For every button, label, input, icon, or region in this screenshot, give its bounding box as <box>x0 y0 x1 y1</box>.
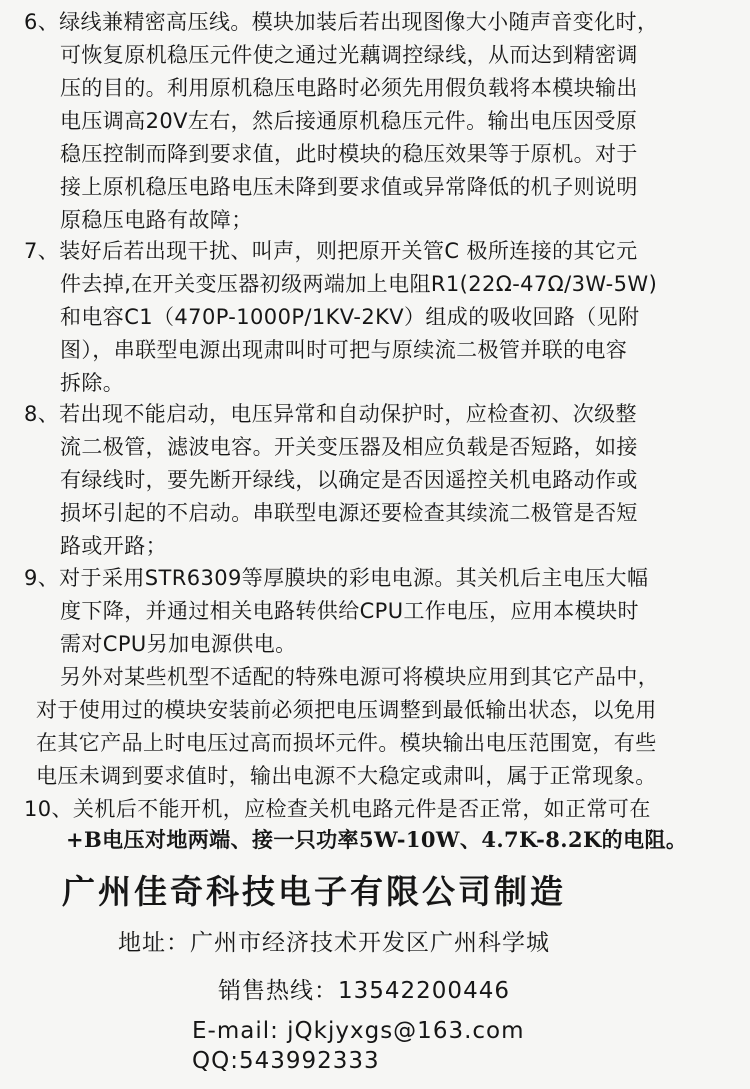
item8-line4: 损坏引起的不启动。串联型电源还要检查其续流二极管是否短 <box>60 501 638 525</box>
item9-line1: 9、对于采用STR6309等厚膜块的彩电电源。其关机后主电压大幅 <box>24 566 649 590</box>
item7-line4: 图），串联型电源出现肃叫时可把与原续流二极管并联的电容 <box>60 338 628 362</box>
note-line2: 对于使用过的模块安装前必须把电压调整到最低输出状态，以免用 <box>36 698 657 722</box>
item7-line2: 件去掉,在开关变压器初级两端加上电阻R1(22Ω-47Ω/3W-5W) <box>60 272 658 296</box>
item6-line5: 稳压控制而降到要求值，此时模块的稳压效果等于原机。对于 <box>60 142 638 166</box>
sales-hotline: 销售热线：13542200446 <box>218 978 510 1004</box>
item6-line6: 接上原机稳压电路电压未降到要求值或异常降低的机子则说明 <box>60 175 638 199</box>
item10-line1: 10、关机后不能开机，应检查关机电路元件是否正常，如正常可在 <box>24 797 651 821</box>
item8-line1: 8、若出现不能启动，电压异常和自动保护时，应检查初、次级整 <box>24 402 637 426</box>
item7-line3: 和电容C1（470P-1000P/1KV-2KV）组成的吸收回路（见附 <box>60 305 640 329</box>
contact-email: E-mail: jQkjyxgs@163.com <box>192 1018 525 1044</box>
item9-line2: 度下降，并通过相关电路转供给CPU工作电压，应用本模块时 <box>60 599 639 623</box>
company-address: 地址：广州市经济技术开发区广州科学城 <box>118 930 550 956</box>
item6-line7: 原稳压电路有故障； <box>60 208 253 232</box>
note-line4: 电压未调到要求值时，输出电源不大稳定或肃叫，属于正常现象。 <box>36 764 657 788</box>
item6-line3: 压的目的。利用原机稳压电路时必须先用假负载将本模块输出 <box>60 76 638 100</box>
item6-line1: 6、绿线兼精密高压线。模块加装后若出现图像大小随声音变化时， <box>24 10 659 34</box>
note-line1: 另外对某些机型不适配的特殊电源可将模块应用到其它产品中， <box>60 665 660 689</box>
contact-qq: QQ:543992333 <box>192 1048 380 1074</box>
item6-line2: 可恢复原机稳压元件使之通过光藕调控绿线，从而达到精密调 <box>60 43 638 67</box>
item7-line5: 拆除。 <box>60 371 125 395</box>
item9-line3: 需对CPU另加电源供电。 <box>60 632 297 656</box>
item8-line3: 有绿线时，要先断开绿线，以确定是否因遥控关机电路动作或 <box>60 468 638 492</box>
item6-line4: 电压调高20V左右，然后接通原机稳压元件。输出电压因受原 <box>60 109 638 133</box>
item8-line2: 流二极管，滤波电容。开关变压器及相应负载是否短路，如接 <box>60 435 638 459</box>
company-name: 广州佳奇科技电子有限公司制造 <box>62 872 566 911</box>
item8-line5: 路或开路； <box>60 534 167 558</box>
note-line3: 在其它产品上时电压过高而损坏元件。模块输出电压范围宽，有些 <box>36 731 657 755</box>
item10-line2: +B电压对地两端、接一只功率5W-10W、4.7K-8.2K的电阻。 <box>66 827 688 852</box>
item7-line1: 7、装好后若出现干扰、叫声，则把原开关管C 极所连接的其它元 <box>24 239 638 263</box>
